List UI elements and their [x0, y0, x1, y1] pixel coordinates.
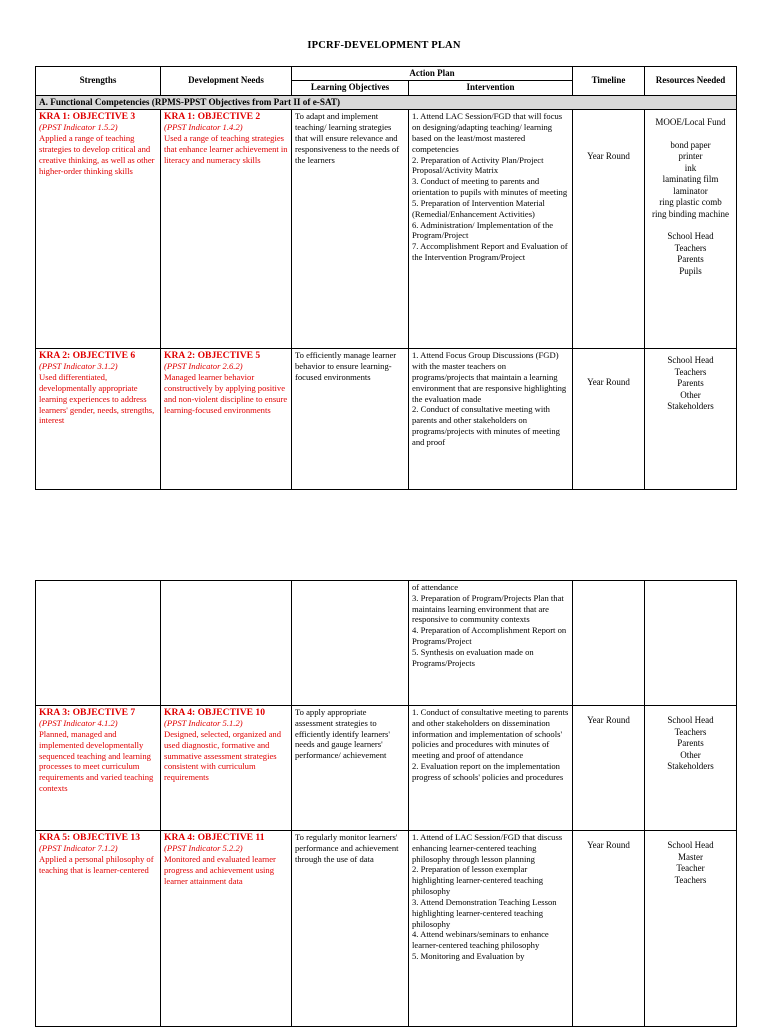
header-strengths: Strengths [36, 67, 161, 96]
need-indicator: (PPST Indicator 1.4.2) [164, 122, 243, 133]
intervention-cell: 1. Attend Focus Group Discussions (FGD) with the master teachers on programs/projects that maintain a learning environment that are responsive highlighting the evaluation made 2. Conduct of consultative meeting with parents and other stakeholders on programs/projects with minutes of meeting and proof [409, 349, 573, 490]
need-kra: KRA 4: OBJECTIVE 10 [164, 707, 266, 718]
strength-indicator: (PPST Indicator 1.5.2) [39, 122, 118, 133]
development-plan-table-page1 [35, 66, 737, 490]
strength-cell [36, 706, 161, 831]
resource-item: laminator [673, 185, 708, 196]
resource-item: laminating film [662, 174, 719, 185]
header-development-needs: Development Needs [161, 67, 292, 96]
strength-text: Applied a personal philosophy of teaching that is learner-centered [39, 853, 154, 875]
table-row [36, 706, 737, 831]
resource-item: Pupils [679, 265, 702, 276]
table-row [36, 581, 737, 706]
resource-item: ring binding machine [652, 208, 729, 219]
resource-item: Master [678, 851, 703, 862]
resource-item: School Head [667, 840, 714, 850]
learning-objective-cell: To adapt and implement teaching/ learning strategies that will ensure relevance and responsiveness to the needs of the learners [292, 110, 409, 349]
resource-item: Other [680, 389, 701, 400]
resource-item: Teachers [674, 726, 707, 737]
strength-cell [36, 831, 161, 1027]
header-intervention: Intervention [409, 81, 573, 95]
resources-cell [645, 831, 737, 1027]
need-indicator: (PPST Indicator 5.1.2) [164, 718, 243, 729]
strength-indicator: (PPST Indicator 7.1.2) [39, 843, 118, 854]
page-title: IPCRF-DEVELOPMENT PLAN [307, 40, 461, 51]
need-kra: KRA 1: OBJECTIVE 2 [164, 111, 261, 123]
strength-kra: KRA 2: OBJECTIVE 6 [39, 350, 136, 362]
learning-objective-cell: To regularly monitor learners' performance and achievement through the use of data [292, 831, 409, 1027]
resource-item: ring plastic comb [659, 197, 722, 208]
resources-cell [645, 706, 737, 831]
timeline-cell: Year Round [573, 349, 645, 490]
table-row [36, 349, 737, 490]
strength-kra: KRA 1: OBJECTIVE 3 [39, 111, 136, 123]
section-a-heading: A. Functional Competencies (RPMS-PPST Objectives from Part II of e-SAT) [36, 95, 737, 110]
intervention-continuation-cell: of attendance 3. Preparation of Program/Projects Plan that maintains learning environment that are responsive to community contexts 4. Preparation of Accomplishment Report on Programs/Project 5. Synthesis on evaluation made on Programs/Projects [409, 581, 573, 706]
header-timeline: Timeline [573, 67, 645, 96]
timeline-cell: Year Round [573, 706, 645, 831]
strength-cell [36, 110, 161, 349]
resource-item: Parents [677, 254, 704, 265]
need-text: Used a range of teaching strategies that enhance learner achievement in literacy and numeracy skills [164, 133, 288, 165]
learning-objective-cell: To efficiently manage learner behavior to ensure learning-focused environments [292, 349, 409, 490]
resource-item: Parents [677, 738, 704, 749]
header-learning-objectives: Learning Objectives [292, 81, 409, 95]
learning-objective-cell: To apply appropriate assessment strategies to efficiently identify learners' needs and gauge learners' performance/ achievement [292, 706, 409, 831]
need-cell [161, 706, 292, 831]
intervention-cell: 1. Attend LAC Session/FGD that will focus on designing/adapting teaching/ learning based on the least/most mastered competencies 2. Preparation of Activity Plan/Project Proposal/Activity Matrix 3. Conduct of meeting to parents and orientation to pupils with minutes of meeting 5. Preparation of Intervention Material (Remedial/Enhancement Activities) 6. Administration/ Implementation of the Program/Project 7. Accomplishment Report and Evaluation of the Intervention Program/Project [409, 110, 573, 349]
resource-item: Stakeholders [667, 401, 714, 412]
need-text: Designed, selected, organized and used diagnostic, formative and summative assessment strategies consistent with curriculum requirements [164, 728, 282, 783]
resource-item: School Head [667, 231, 714, 242]
resources-cell [645, 110, 737, 349]
need-indicator: (PPST Indicator 2.6.2) [164, 361, 243, 372]
need-text: Monitored and evaluated learner progress and achievement using learner attainment data [164, 853, 276, 886]
timeline-cell: Year Round [573, 110, 645, 349]
need-kra: KRA 2: OBJECTIVE 5 [164, 350, 261, 362]
strength-indicator: (PPST Indicator 4.1.2) [39, 718, 118, 729]
resource-item: ink [684, 162, 697, 173]
strength-kra: KRA 3: OBJECTIVE 7 [39, 707, 136, 718]
resource-item: Teachers [674, 874, 707, 885]
need-cell [161, 349, 292, 490]
resource-item: bond paper [670, 139, 711, 150]
strength-kra: KRA 5: OBJECTIVE 13 [39, 832, 141, 843]
need-kra: KRA 4: OBJECTIVE 11 [164, 832, 265, 843]
need-cell [161, 831, 292, 1027]
resource-item: School Head [667, 715, 714, 725]
header-action-plan: Action Plan [292, 67, 573, 81]
resource-item: Stakeholders [667, 761, 714, 772]
need-indicator: (PPST Indicator 5.2.2) [164, 843, 243, 854]
strength-indicator: (PPST Indicator 3.1.2) [39, 361, 118, 372]
strength-text: Used differentiated, developmentally appropriate learning experiences to address learners' gender, needs, strengths, interest [39, 372, 155, 426]
need-text: Managed learner behavior constructively by applying positive and non-violent discipline to ensure learning-focused environments [164, 372, 288, 415]
strength-text: Planned, managed and implemented developmentally sequenced teaching and learning processes to meet curriculum requirements and varied teaching contexts [39, 728, 154, 793]
need-cell [161, 110, 292, 349]
resource-item: School Head [667, 355, 714, 366]
development-plan-table-page2 [35, 580, 737, 1027]
strength-text: Applied a range of teaching strategies to develop critical and creative thinking, as well as other higher-order thinking skills [39, 133, 155, 176]
resource-item: Teachers [674, 366, 707, 377]
resource-item: MOOE/Local Fund [655, 117, 726, 128]
intervention-cell: 1. Attend of LAC Session/FGD that discuss enhancing learner-centered teaching philosophy through lesson planning 2. Preparation of lesson exemplar highlighting learner-centered teaching philosophy 3. Attend Demonstration Teaching Lesson highlighting learner-centered teaching philosophy 4. Attend webinars/seminars to enhance learner-centered teaching philosophy 5. Monitoring and Evaluation by [409, 831, 573, 1027]
table-row [36, 831, 737, 1027]
resource-item: printer [678, 151, 703, 162]
intervention-cell: 1. Conduct of consultative meeting to parents and other stakeholders on dissemination information and implementation of schools' policies and procedures with minutes of meeting and proof of attendance 2. Evaluation report on the implementation progress of schools' policies and procedures [409, 706, 573, 831]
table-row [36, 110, 737, 349]
timeline-cell: Year Round [573, 831, 645, 1027]
resource-item: Other [680, 749, 701, 760]
header-resources: Resources Needed [645, 67, 737, 96]
strength-cell [36, 349, 161, 490]
resources-cell [645, 349, 737, 490]
resource-item: Teachers [674, 242, 707, 253]
resource-item: Parents [677, 378, 704, 389]
resource-item: Teacher [676, 863, 705, 874]
